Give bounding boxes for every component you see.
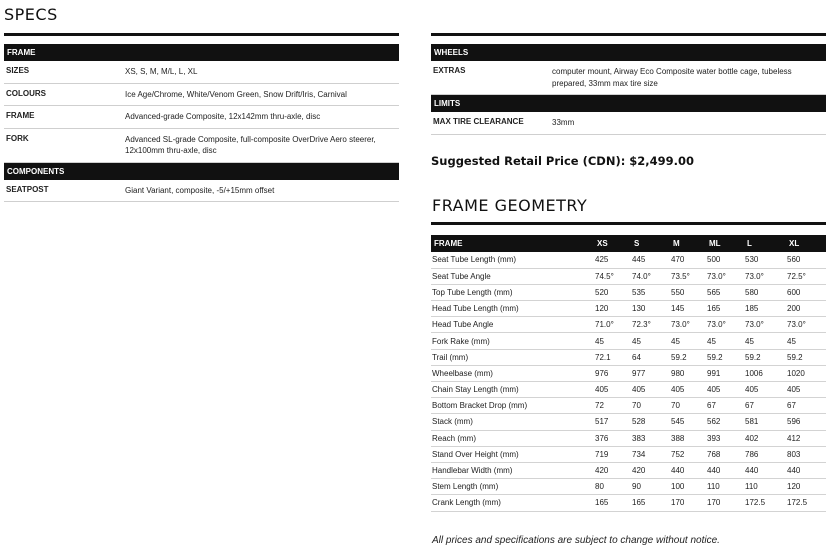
- geometry-value: 991: [706, 365, 744, 381]
- spec-label: EXTRAS: [433, 66, 466, 75]
- geometry-value: 70: [670, 398, 706, 414]
- spec-value: Advanced SL-grade Composite, full-composite OverDrive Aero steerer, 12x100mm thru-axle, disc: [125, 134, 376, 155]
- geometry-header-frame: FRAME: [431, 235, 594, 252]
- geometry-value: 59.2: [786, 349, 826, 365]
- geometry-measure-label: Top Tube Length (mm): [431, 284, 594, 300]
- section-header: LIMITS: [431, 95, 826, 112]
- geometry-value: 560: [786, 252, 826, 268]
- geometry-value: 172.5: [744, 495, 786, 511]
- geometry-measure-label: Crank Length (mm): [431, 495, 594, 511]
- geometry-value: 71.0°: [594, 317, 631, 333]
- geometry-value: 440: [670, 462, 706, 478]
- specs-title: SPECS: [4, 5, 58, 24]
- geometry-value: 170: [670, 495, 706, 511]
- geometry-measure-label: Fork Rake (mm): [431, 333, 594, 349]
- section-header: COMPONENTS: [4, 163, 399, 180]
- geometry-value: 530: [744, 252, 786, 268]
- geometry-value: 73.0°: [744, 268, 786, 284]
- geometry-value: 517: [594, 414, 631, 430]
- geometry-value: 72.1: [594, 349, 631, 365]
- spec-row: [431, 61, 826, 95]
- geometry-value: 45: [594, 333, 631, 349]
- disclaimer-note: All prices and specifications are subject to change without notice.: [432, 535, 720, 546]
- specs-right-table: [431, 44, 826, 135]
- geometry-value: 405: [744, 382, 786, 398]
- geometry-value: 73.0°: [670, 317, 706, 333]
- geometry-value: 535: [631, 284, 670, 300]
- geometry-value: 600: [786, 284, 826, 300]
- geometry-value: 120: [786, 479, 826, 495]
- geometry-row: [431, 495, 826, 511]
- geometry-value: 786: [744, 446, 786, 462]
- spec-row: [431, 112, 826, 135]
- spec-label: SIZES: [6, 66, 30, 75]
- geometry-value: 1006: [744, 365, 786, 381]
- geometry-value: 440: [786, 462, 826, 478]
- geometry-value: 562: [706, 414, 744, 430]
- geometry-value: 145: [670, 301, 706, 317]
- geometry-measure-label: Stem Length (mm): [431, 479, 594, 495]
- geometry-value: 565: [706, 284, 744, 300]
- geometry-value: 734: [631, 446, 670, 462]
- geometry-row: [431, 462, 826, 478]
- geometry-header-size: M: [670, 235, 706, 252]
- geometry-row: [431, 430, 826, 446]
- geometry-value: 73.0°: [706, 268, 744, 284]
- geometry-value: 73.0°: [744, 317, 786, 333]
- spec-label: SEATPOST: [6, 184, 49, 194]
- geometry-value: 445: [631, 252, 670, 268]
- geometry-value: 74.0°: [631, 268, 670, 284]
- geometry-value: 200: [786, 301, 826, 317]
- geometry-row: [431, 398, 826, 414]
- geometry-value: 405: [670, 382, 706, 398]
- geometry-measure-label: Wheelbase (mm): [431, 365, 594, 381]
- geometry-measure-label: Head Tube Length (mm): [431, 301, 594, 317]
- geometry-row: [431, 317, 826, 333]
- geometry-measure-label: Trail (mm): [431, 349, 594, 365]
- geometry-row: [431, 365, 826, 381]
- geometry-value: 581: [744, 414, 786, 430]
- geometry-value: 420: [594, 462, 631, 478]
- geometry-value: 500: [706, 252, 744, 268]
- spec-value: Advanced-grade Composite, 12x142mm thru-axle, disc: [125, 112, 321, 121]
- geometry-value: 59.2: [706, 349, 744, 365]
- suggested-retail-price: Suggested Retail Price (CDN): $2,499.00: [431, 154, 695, 168]
- geometry-value: 73.0°: [786, 317, 826, 333]
- geometry-measure-label: Stand Over Height (mm): [431, 446, 594, 462]
- geometry-value: 67: [744, 398, 786, 414]
- geometry-value: 72.5°: [786, 268, 826, 284]
- geometry-header-size: XL: [786, 235, 826, 252]
- geometry-value: 185: [744, 301, 786, 317]
- geometry-value: 393: [706, 430, 744, 446]
- geometry-value: 67: [786, 398, 826, 414]
- geometry-value: 80: [594, 479, 631, 495]
- geometry-value: 405: [594, 382, 631, 398]
- geometry-row: [431, 284, 826, 300]
- geometry-measure-label: Stack (mm): [431, 414, 594, 430]
- geometry-value: 1020: [786, 365, 826, 381]
- geometry-value: 130: [631, 301, 670, 317]
- frame-geometry-table: [431, 235, 826, 512]
- spec-value: 33mm: [552, 118, 575, 127]
- geometry-value: 74.5°: [594, 268, 631, 284]
- specs-right-rule: [431, 33, 826, 36]
- geometry-value: 376: [594, 430, 631, 446]
- geometry-value: 528: [631, 414, 670, 430]
- geometry-row: [431, 301, 826, 317]
- geometry-value: 768: [706, 446, 744, 462]
- geometry-value: 412: [786, 430, 826, 446]
- geometry-value: 803: [786, 446, 826, 462]
- geometry-value: 596: [786, 414, 826, 430]
- geometry-value: 170: [706, 495, 744, 511]
- geometry-measure-label: Chain Stay Length (mm): [431, 382, 594, 398]
- geometry-value: 64: [631, 349, 670, 365]
- frame-geometry-rule: [431, 222, 826, 225]
- geometry-value: 72: [594, 398, 631, 414]
- geometry-row: [431, 333, 826, 349]
- geometry-header-size: L: [744, 235, 786, 252]
- geometry-value: 73.5°: [670, 268, 706, 284]
- geometry-value: 550: [670, 284, 706, 300]
- specs-title-rule: [4, 33, 399, 36]
- geometry-value: 977: [631, 365, 670, 381]
- geometry-row: [431, 446, 826, 462]
- geometry-value: 110: [744, 479, 786, 495]
- geometry-value: 980: [670, 365, 706, 381]
- geometry-measure-label: Seat Tube Angle: [431, 268, 594, 284]
- geometry-value: 402: [744, 430, 786, 446]
- geometry-header-size: S: [631, 235, 670, 252]
- geometry-value: 440: [706, 462, 744, 478]
- geometry-value: 90: [631, 479, 670, 495]
- geometry-value: 45: [744, 333, 786, 349]
- geometry-measure-label: Seat Tube Length (mm): [431, 252, 594, 268]
- geometry-header-size: ML: [706, 235, 744, 252]
- section-header: FRAME: [4, 44, 399, 61]
- geometry-value: 425: [594, 252, 631, 268]
- geometry-value: 440: [744, 462, 786, 478]
- spec-row: [4, 129, 399, 163]
- spec-row: [4, 180, 399, 203]
- spec-label: FORK: [6, 133, 29, 143]
- geometry-value: 45: [631, 333, 670, 349]
- spec-row: [4, 61, 399, 84]
- geometry-value: 752: [670, 446, 706, 462]
- geometry-value: 383: [631, 430, 670, 446]
- geometry-row: [431, 414, 826, 430]
- geometry-value: 405: [631, 382, 670, 398]
- geometry-value: 45: [706, 333, 744, 349]
- geometry-value: 110: [706, 479, 744, 495]
- spec-label: MAX TIRE CLEARANCE: [433, 117, 524, 126]
- geometry-value: 59.2: [744, 349, 786, 365]
- geometry-value: 59.2: [670, 349, 706, 365]
- geometry-measure-label: Handlebar Width (mm): [431, 462, 594, 478]
- geometry-row: [431, 268, 826, 284]
- spec-value: computer mount, Airway Eco Composite water bottle cage, tubeless prepared, 33mm max tire size: [552, 67, 792, 88]
- geometry-value: 70: [631, 398, 670, 414]
- spec-value: Ice Age/Chrome, White/Venom Green, Snow Drift/Iris, Carnival: [125, 89, 347, 99]
- geometry-row: [431, 252, 826, 268]
- geometry-value: 545: [670, 414, 706, 430]
- geometry-measure-label: Bottom Bracket Drop (mm): [431, 398, 594, 414]
- geometry-value: 67: [706, 398, 744, 414]
- geometry-value: 72.3°: [631, 317, 670, 333]
- geometry-value: 73.0°: [706, 317, 744, 333]
- geometry-value: 172.5: [786, 495, 826, 511]
- geometry-value: 470: [670, 252, 706, 268]
- geometry-row: [431, 349, 826, 365]
- geometry-value: 520: [594, 284, 631, 300]
- geometry-row: [431, 479, 826, 495]
- geometry-value: 165: [631, 495, 670, 511]
- geometry-value: 420: [631, 462, 670, 478]
- geometry-value: 405: [706, 382, 744, 398]
- geometry-value: 719: [594, 446, 631, 462]
- section-header: WHEELS: [431, 44, 826, 61]
- geometry-value: 165: [594, 495, 631, 511]
- geometry-value: 45: [786, 333, 826, 349]
- frame-geometry-title: FRAME GEOMETRY: [432, 196, 588, 215]
- geometry-header-size: XS: [594, 235, 631, 252]
- geometry-measure-label: Reach (mm): [431, 430, 594, 446]
- geometry-value: 976: [594, 365, 631, 381]
- geometry-measure-label: Head Tube Angle: [431, 317, 594, 333]
- geometry-value: 45: [670, 333, 706, 349]
- spec-label: COLOURS: [6, 88, 46, 98]
- spec-value: XS, S, M, M/L, L, XL: [125, 67, 198, 76]
- specs-left-table: [4, 44, 399, 202]
- geometry-value: 165: [706, 301, 744, 317]
- spec-value: Giant Variant, composite, -5/+15mm offset: [125, 185, 275, 195]
- geometry-row: [431, 382, 826, 398]
- geometry-value: 405: [786, 382, 826, 398]
- spec-label: FRAME: [6, 111, 35, 120]
- geometry-value: 120: [594, 301, 631, 317]
- spec-row: [4, 106, 399, 129]
- spec-row: [4, 84, 399, 107]
- geometry-value: 388: [670, 430, 706, 446]
- geometry-header-row: [431, 235, 826, 252]
- geometry-value: 580: [744, 284, 786, 300]
- geometry-value: 100: [670, 479, 706, 495]
